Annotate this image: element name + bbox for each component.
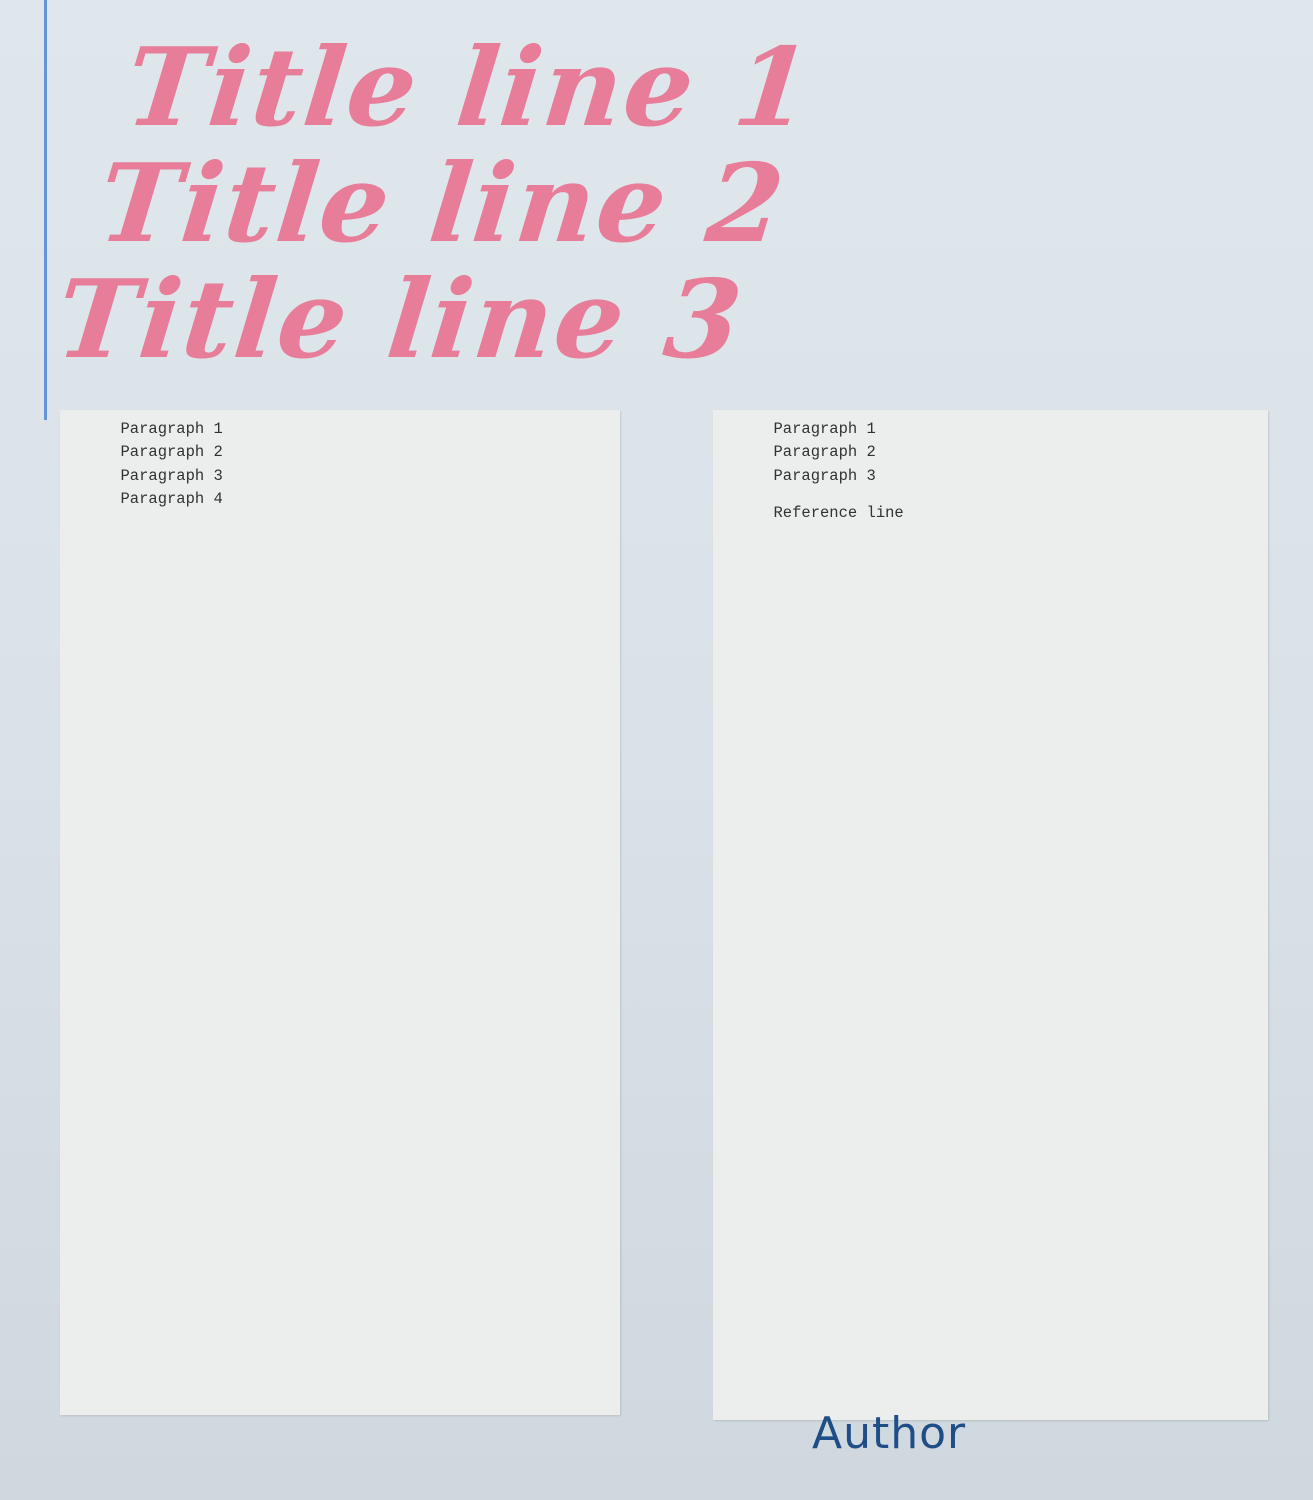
article-paragraph: Paragraph 1 xyxy=(773,420,876,438)
article-paragraph: Paragraph 2 xyxy=(120,443,223,462)
poster-title-line: Title line 2 xyxy=(93,141,792,267)
article-paragraph: Paragraph 3 xyxy=(773,466,876,485)
article-paragraph: Paragraph 1 xyxy=(120,420,223,438)
poster-title xyxy=(51,25,1289,383)
author-signature: Author xyxy=(812,1408,967,1459)
article-column-right xyxy=(713,410,1268,1420)
article-paragraph: Paragraph 2 xyxy=(773,443,876,462)
article-column-left xyxy=(60,410,620,1415)
margin-rule-line xyxy=(44,0,47,420)
article-paragraph: Paragraph 3 xyxy=(120,466,223,485)
article-paragraph: Paragraph 4 xyxy=(120,490,223,509)
poster-title-line: Title line 1 xyxy=(120,25,819,151)
reference-note: Reference line xyxy=(773,504,904,523)
poster-title-line: Title line 3 xyxy=(51,257,750,383)
